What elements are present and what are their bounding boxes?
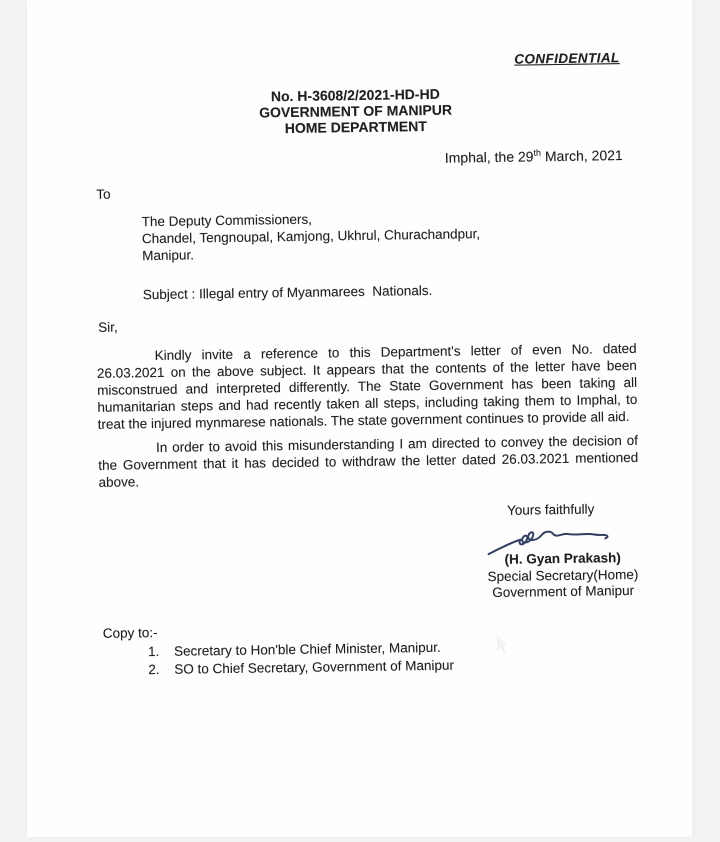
copy-item-text: Secretary to Hon'ble Chief Minister, Manipur. bbox=[173, 639, 441, 659]
copy-to-label: Copy to:- bbox=[102, 625, 158, 641]
recipient-line: The Deputy Commissioners, bbox=[141, 211, 313, 230]
salutation: Sir, bbox=[98, 319, 118, 335]
recipient-block bbox=[142, 208, 481, 264]
letter-content bbox=[21, 0, 698, 842]
signatory-block bbox=[478, 550, 649, 602]
recipient-line: Manipur. bbox=[142, 247, 195, 264]
reference-number: No. H-3608/2/2021-HD-HD bbox=[270, 85, 440, 105]
recipient-line: Chandel, Tengnoupal, Kamjong, Ukhrul, Churachandpur, bbox=[141, 226, 481, 247]
copy-item-number: 1. bbox=[147, 644, 160, 660]
copy-item bbox=[148, 656, 454, 678]
signatory-name: (H. Gyan Prakash) bbox=[504, 550, 621, 567]
classification-stamp: CONFIDENTIAL bbox=[514, 50, 620, 67]
signatory-org: Government of Manipur bbox=[492, 582, 635, 601]
subject-line: Subject : Illegal entry of Myanmarees Nationals. bbox=[142, 282, 433, 303]
copy-item-text: SO to Chief Secretary, Government of Manipur bbox=[174, 657, 455, 677]
org-name: GOVERNMENT OF MANIPUR bbox=[258, 101, 453, 121]
date-text-tail: March, 2021 bbox=[540, 147, 623, 165]
letter-page bbox=[27, 0, 692, 837]
body-paragraph-2: In order to avoid this misunderstanding I am directed to convey the decision of the Government that it has decided to withdraw the letter dated 26.03.2021 mentioned above. bbox=[98, 432, 639, 490]
date-ordinal-suffix: th bbox=[533, 147, 542, 158]
copy-item-number: 2. bbox=[148, 661, 160, 677]
date-line bbox=[445, 147, 623, 166]
dept-name: HOME DEPARTMENT bbox=[284, 117, 427, 137]
closing-phrase: Yours faithfully bbox=[506, 501, 595, 518]
date-text: Imphal, the 29 bbox=[444, 148, 534, 166]
signatory-title: Special Secretary(Home) bbox=[487, 566, 639, 584]
copy-to-list bbox=[148, 639, 454, 679]
body-paragraph-1: Kindly invite a reference to this Department's letter of even No. dated 26.03.2021 on the above subject. It appears that the contents of the letter have been misconstrued and interpreted differently. The State Government has been taking all humanitarian steps and had recently taken all steps, including taking them to Imphal, to treat the injured mynmarese nationals. The state government continues to provide all aid. bbox=[96, 340, 638, 432]
cursor-ghost-icon bbox=[494, 634, 508, 658]
letterhead bbox=[23, 82, 689, 140]
to-label: To bbox=[96, 186, 111, 202]
